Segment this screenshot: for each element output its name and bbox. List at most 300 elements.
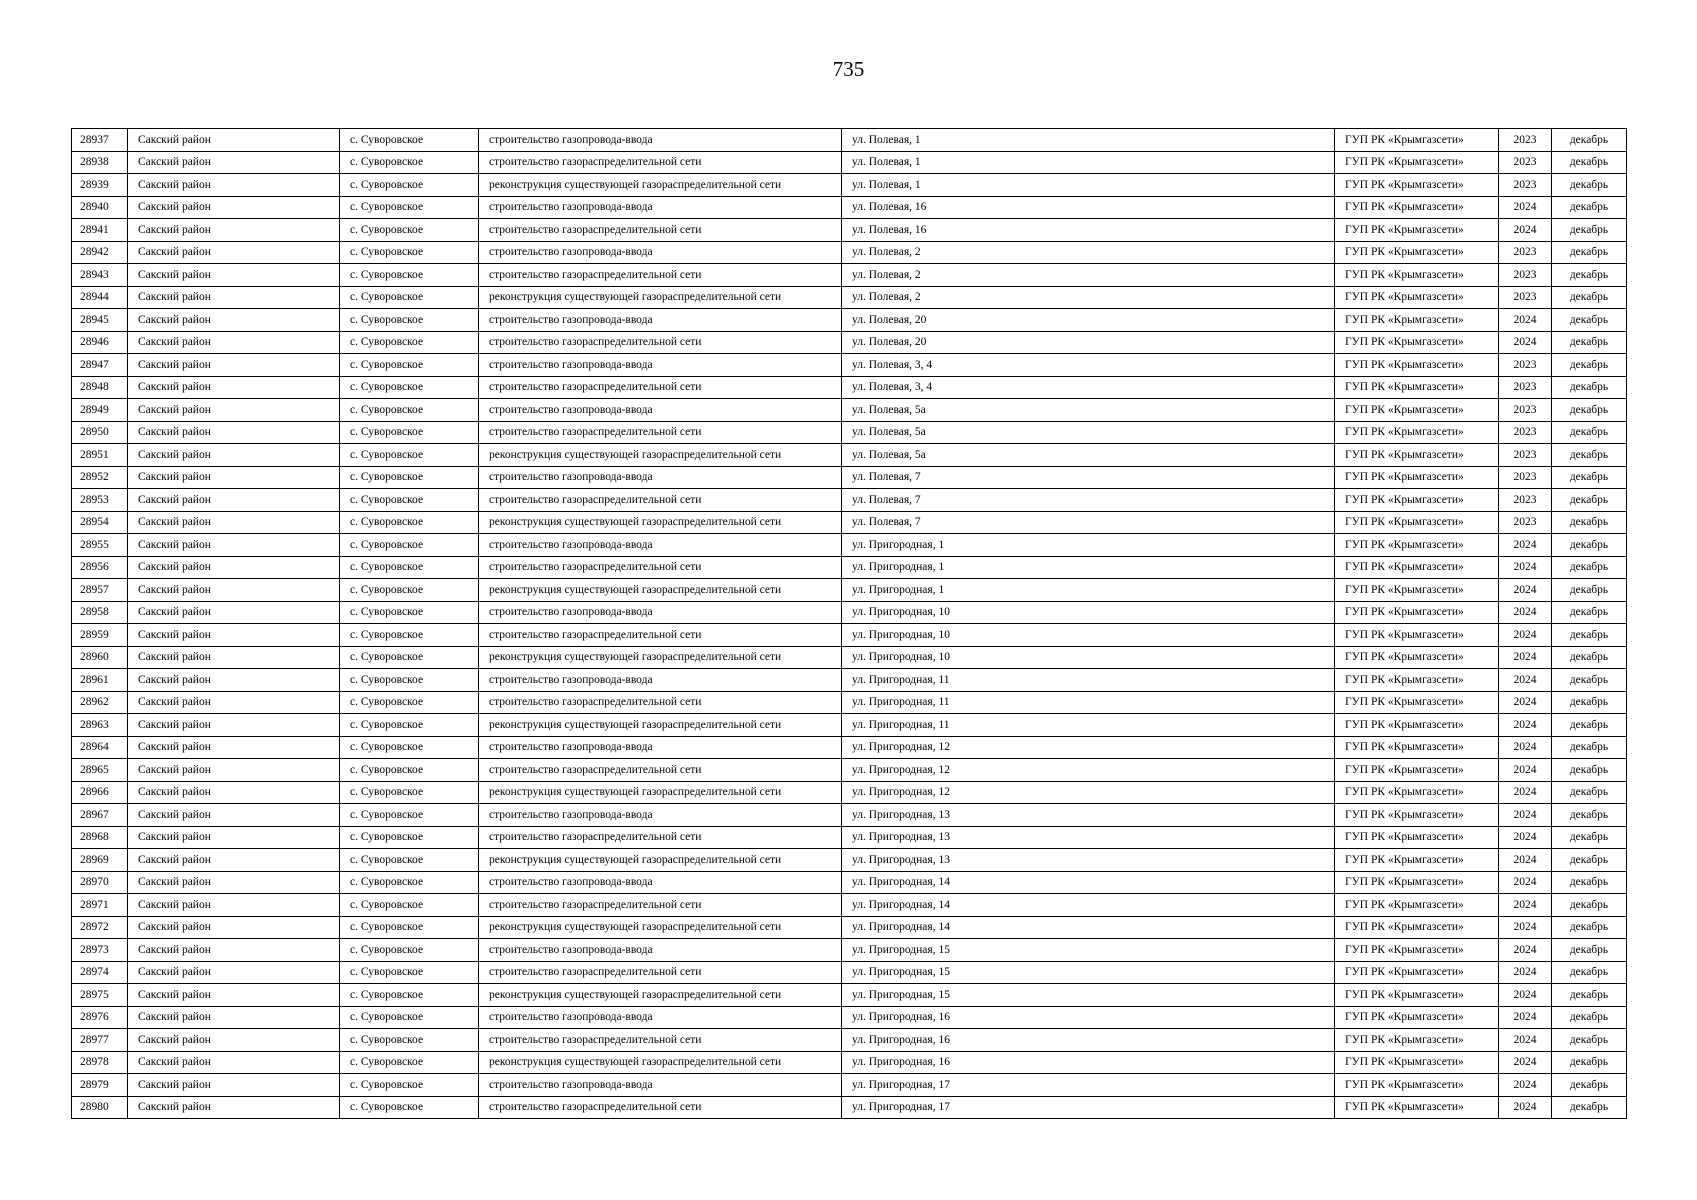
work-type-cell: строительство газопровода-ввода bbox=[479, 939, 842, 962]
settlement-cell: с. Суворовское bbox=[340, 421, 479, 444]
address-cell: ул. Пригородная, 11 bbox=[842, 669, 1335, 692]
table-row bbox=[72, 894, 1627, 917]
month-cell: декабрь bbox=[1552, 1006, 1627, 1029]
month-cell: декабрь bbox=[1552, 826, 1627, 849]
work-type-cell: реконструкция существующей газораспределительной сети bbox=[479, 174, 842, 197]
work-type-cell: строительство газораспределительной сети bbox=[479, 376, 842, 399]
district-cell: Сакский район bbox=[128, 556, 340, 579]
settlement-cell: с. Суворовское bbox=[340, 444, 479, 467]
organization-cell: ГУП РК «Крымгазсети» bbox=[1335, 1029, 1499, 1052]
organization-cell: ГУП РК «Крымгазсети» bbox=[1335, 309, 1499, 332]
row-number-cell: 28942 bbox=[72, 241, 128, 264]
table-row bbox=[72, 916, 1627, 939]
year-cell: 2023 bbox=[1499, 489, 1552, 512]
year-cell: 2024 bbox=[1499, 601, 1552, 624]
row-number-cell: 28940 bbox=[72, 196, 128, 219]
address-cell: ул. Полевая, 1 bbox=[842, 129, 1335, 152]
row-number-cell: 28947 bbox=[72, 354, 128, 377]
district-cell: Сакский район bbox=[128, 646, 340, 669]
work-type-cell: строительство газопровода-ввода bbox=[479, 399, 842, 422]
month-cell: декабрь bbox=[1552, 984, 1627, 1007]
table-row bbox=[72, 489, 1627, 512]
table-row bbox=[72, 129, 1627, 152]
district-cell: Сакский район bbox=[128, 421, 340, 444]
year-cell: 2024 bbox=[1499, 894, 1552, 917]
organization-cell: ГУП РК «Крымгазсети» bbox=[1335, 939, 1499, 962]
work-type-cell: реконструкция существующей газораспределительной сети bbox=[479, 444, 842, 467]
district-cell: Сакский район bbox=[128, 376, 340, 399]
year-cell: 2023 bbox=[1499, 354, 1552, 377]
organization-cell: ГУП РК «Крымгазсети» bbox=[1335, 804, 1499, 827]
table-row bbox=[72, 1096, 1627, 1119]
row-number-cell: 28954 bbox=[72, 511, 128, 534]
district-cell: Сакский район bbox=[128, 624, 340, 647]
address-cell: ул. Полевая, 2 bbox=[842, 241, 1335, 264]
district-cell: Сакский район bbox=[128, 579, 340, 602]
year-cell: 2023 bbox=[1499, 511, 1552, 534]
year-cell: 2023 bbox=[1499, 421, 1552, 444]
row-number-cell: 28971 bbox=[72, 894, 128, 917]
month-cell: декабрь bbox=[1552, 399, 1627, 422]
work-type-cell: строительство газопровода-ввода bbox=[479, 534, 842, 557]
organization-cell: ГУП РК «Крымгазсети» bbox=[1335, 421, 1499, 444]
row-number-cell: 28966 bbox=[72, 781, 128, 804]
organization-cell: ГУП РК «Крымгазсети» bbox=[1335, 624, 1499, 647]
address-cell: ул. Пригородная, 16 bbox=[842, 1051, 1335, 1074]
address-cell: ул. Пригородная, 11 bbox=[842, 714, 1335, 737]
organization-cell: ГУП РК «Крымгазсети» bbox=[1335, 196, 1499, 219]
month-cell: декабрь bbox=[1552, 534, 1627, 557]
row-number-cell: 28937 bbox=[72, 129, 128, 152]
year-cell: 2023 bbox=[1499, 129, 1552, 152]
row-number-cell: 28943 bbox=[72, 264, 128, 287]
month-cell: декабрь bbox=[1552, 871, 1627, 894]
settlement-cell: с. Суворовское bbox=[340, 669, 479, 692]
settlement-cell: с. Суворовское bbox=[340, 309, 479, 332]
year-cell: 2024 bbox=[1499, 826, 1552, 849]
table-row bbox=[72, 1006, 1627, 1029]
table-row bbox=[72, 264, 1627, 287]
work-type-cell: реконструкция существующей газораспределительной сети bbox=[479, 1051, 842, 1074]
registry-table-body bbox=[72, 129, 1627, 1119]
work-type-cell: строительство газораспределительной сети bbox=[479, 1096, 842, 1119]
year-cell: 2024 bbox=[1499, 534, 1552, 557]
settlement-cell: с. Суворовское bbox=[340, 151, 479, 174]
district-cell: Сакский район bbox=[128, 759, 340, 782]
work-type-cell: реконструкция существующей газораспределительной сети bbox=[479, 646, 842, 669]
district-cell: Сакский район bbox=[128, 939, 340, 962]
row-number-cell: 28975 bbox=[72, 984, 128, 1007]
settlement-cell: с. Суворовское bbox=[340, 331, 479, 354]
district-cell: Сакский район bbox=[128, 714, 340, 737]
year-cell: 2024 bbox=[1499, 781, 1552, 804]
organization-cell: ГУП РК «Крымгазсети» bbox=[1335, 579, 1499, 602]
address-cell: ул. Пригородная, 17 bbox=[842, 1096, 1335, 1119]
settlement-cell: с. Суворовское bbox=[340, 219, 479, 242]
address-cell: ул. Пригородная, 13 bbox=[842, 804, 1335, 827]
row-number-cell: 28960 bbox=[72, 646, 128, 669]
district-cell: Сакский район bbox=[128, 399, 340, 422]
work-type-cell: строительство газопровода-ввода bbox=[479, 196, 842, 219]
year-cell: 2024 bbox=[1499, 984, 1552, 1007]
address-cell: ул. Пригородная, 10 bbox=[842, 601, 1335, 624]
table-row bbox=[72, 534, 1627, 557]
row-number-cell: 28949 bbox=[72, 399, 128, 422]
settlement-cell: с. Суворовское bbox=[340, 894, 479, 917]
year-cell: 2024 bbox=[1499, 691, 1552, 714]
row-number-cell: 28957 bbox=[72, 579, 128, 602]
settlement-cell: с. Суворовское bbox=[340, 826, 479, 849]
settlement-cell: с. Суворовское bbox=[340, 556, 479, 579]
work-type-cell: строительство газопровода-ввода bbox=[479, 871, 842, 894]
year-cell: 2023 bbox=[1499, 174, 1552, 197]
work-type-cell: строительство газопровода-ввода bbox=[479, 241, 842, 264]
address-cell: ул. Полевая, 5а bbox=[842, 399, 1335, 422]
address-cell: ул. Полевая, 7 bbox=[842, 489, 1335, 512]
district-cell: Сакский район bbox=[128, 354, 340, 377]
month-cell: декабрь bbox=[1552, 1074, 1627, 1097]
month-cell: декабрь bbox=[1552, 714, 1627, 737]
table-row bbox=[72, 421, 1627, 444]
organization-cell: ГУП РК «Крымгазсети» bbox=[1335, 601, 1499, 624]
organization-cell: ГУП РК «Крымгазсети» bbox=[1335, 556, 1499, 579]
work-type-cell: строительство газопровода-ввода bbox=[479, 129, 842, 152]
row-number-cell: 28974 bbox=[72, 961, 128, 984]
year-cell: 2024 bbox=[1499, 1029, 1552, 1052]
address-cell: ул. Полевая, 1 bbox=[842, 174, 1335, 197]
year-cell: 2023 bbox=[1499, 466, 1552, 489]
page-number: 735 bbox=[832, 57, 865, 81]
settlement-cell: с. Суворовское bbox=[340, 916, 479, 939]
district-cell: Сакский район bbox=[128, 129, 340, 152]
district-cell: Сакский район bbox=[128, 466, 340, 489]
row-number-cell: 28969 bbox=[72, 849, 128, 872]
address-cell: ул. Пригородная, 14 bbox=[842, 894, 1335, 917]
work-type-cell: строительство газопровода-ввода bbox=[479, 804, 842, 827]
row-number-cell: 28980 bbox=[72, 1096, 128, 1119]
organization-cell: ГУП РК «Крымгазсети» bbox=[1335, 691, 1499, 714]
table-row bbox=[72, 826, 1627, 849]
organization-cell: ГУП РК «Крымгазсети» bbox=[1335, 331, 1499, 354]
district-cell: Сакский район bbox=[128, 984, 340, 1007]
organization-cell: ГУП РК «Крымгазсети» bbox=[1335, 264, 1499, 287]
work-type-cell: реконструкция существующей газораспределительной сети bbox=[479, 849, 842, 872]
table-row bbox=[72, 376, 1627, 399]
district-cell: Сакский район bbox=[128, 444, 340, 467]
row-number-cell: 28958 bbox=[72, 601, 128, 624]
table-row bbox=[72, 871, 1627, 894]
settlement-cell: с. Суворовское bbox=[340, 241, 479, 264]
address-cell: ул. Полевая, 1 bbox=[842, 151, 1335, 174]
settlement-cell: с. Суворовское bbox=[340, 736, 479, 759]
settlement-cell: с. Суворовское bbox=[340, 376, 479, 399]
month-cell: декабрь bbox=[1552, 331, 1627, 354]
row-number-cell: 28973 bbox=[72, 939, 128, 962]
row-number-cell: 28953 bbox=[72, 489, 128, 512]
month-cell: декабрь bbox=[1552, 646, 1627, 669]
district-cell: Сакский район bbox=[128, 1006, 340, 1029]
table-row bbox=[72, 466, 1627, 489]
month-cell: декабрь bbox=[1552, 556, 1627, 579]
table-row bbox=[72, 849, 1627, 872]
district-cell: Сакский район bbox=[128, 894, 340, 917]
row-number-cell: 28963 bbox=[72, 714, 128, 737]
work-type-cell: строительство газораспределительной сети bbox=[479, 151, 842, 174]
year-cell: 2023 bbox=[1499, 399, 1552, 422]
table-row bbox=[72, 196, 1627, 219]
row-number-cell: 28941 bbox=[72, 219, 128, 242]
month-cell: декабрь bbox=[1552, 1096, 1627, 1119]
district-cell: Сакский район bbox=[128, 669, 340, 692]
work-type-cell: реконструкция существующей газораспределительной сети bbox=[479, 916, 842, 939]
organization-cell: ГУП РК «Крымгазсети» bbox=[1335, 174, 1499, 197]
year-cell: 2024 bbox=[1499, 1051, 1552, 1074]
work-type-cell: строительство газораспределительной сети bbox=[479, 961, 842, 984]
year-cell: 2024 bbox=[1499, 331, 1552, 354]
organization-cell: ГУП РК «Крымгазсети» bbox=[1335, 669, 1499, 692]
table-row bbox=[72, 939, 1627, 962]
work-type-cell: строительство газопровода-ввода bbox=[479, 309, 842, 332]
organization-cell: ГУП РК «Крымгазсети» bbox=[1335, 129, 1499, 152]
organization-cell: ГУП РК «Крымгазсети» bbox=[1335, 646, 1499, 669]
work-type-cell: строительство газопровода-ввода bbox=[479, 466, 842, 489]
district-cell: Сакский район bbox=[128, 691, 340, 714]
settlement-cell: с. Суворовское bbox=[340, 354, 479, 377]
address-cell: ул. Пригородная, 12 bbox=[842, 781, 1335, 804]
address-cell: ул. Пригородная, 10 bbox=[842, 624, 1335, 647]
district-cell: Сакский район bbox=[128, 916, 340, 939]
address-cell: ул. Полевая, 3, 4 bbox=[842, 354, 1335, 377]
table-row bbox=[72, 1029, 1627, 1052]
organization-cell: ГУП РК «Крымгазсети» bbox=[1335, 894, 1499, 917]
address-cell: ул. Пригородная, 14 bbox=[842, 871, 1335, 894]
year-cell: 2024 bbox=[1499, 961, 1552, 984]
row-number-cell: 28952 bbox=[72, 466, 128, 489]
address-cell: ул. Пригородная, 17 bbox=[842, 1074, 1335, 1097]
month-cell: декабрь bbox=[1552, 196, 1627, 219]
table-row bbox=[72, 511, 1627, 534]
month-cell: декабрь bbox=[1552, 1051, 1627, 1074]
table-row bbox=[72, 736, 1627, 759]
address-cell: ул. Пригородная, 12 bbox=[842, 759, 1335, 782]
year-cell: 2024 bbox=[1499, 556, 1552, 579]
address-cell: ул. Полевая, 20 bbox=[842, 331, 1335, 354]
month-cell: декабрь bbox=[1552, 151, 1627, 174]
month-cell: декабрь bbox=[1552, 781, 1627, 804]
settlement-cell: с. Суворовское bbox=[340, 1006, 479, 1029]
address-cell: ул. Пригородная, 16 bbox=[842, 1006, 1335, 1029]
row-number-cell: 28967 bbox=[72, 804, 128, 827]
organization-cell: ГУП РК «Крымгазсети» bbox=[1335, 849, 1499, 872]
work-type-cell: реконструкция существующей газораспределительной сети bbox=[479, 286, 842, 309]
table-row bbox=[72, 691, 1627, 714]
settlement-cell: с. Суворовское bbox=[340, 961, 479, 984]
year-cell: 2024 bbox=[1499, 669, 1552, 692]
district-cell: Сакский район bbox=[128, 781, 340, 804]
district-cell: Сакский район bbox=[128, 1096, 340, 1119]
row-number-cell: 28976 bbox=[72, 1006, 128, 1029]
settlement-cell: с. Суворовское bbox=[340, 1074, 479, 1097]
settlement-cell: с. Суворовское bbox=[340, 1029, 479, 1052]
organization-cell: ГУП РК «Крымгазсети» bbox=[1335, 916, 1499, 939]
table-row bbox=[72, 556, 1627, 579]
work-type-cell: строительство газопровода-ввода bbox=[479, 1074, 842, 1097]
district-cell: Сакский район bbox=[128, 826, 340, 849]
district-cell: Сакский район bbox=[128, 489, 340, 512]
table-row bbox=[72, 444, 1627, 467]
row-number-cell: 28948 bbox=[72, 376, 128, 399]
settlement-cell: с. Суворовское bbox=[340, 1096, 479, 1119]
month-cell: декабрь bbox=[1552, 444, 1627, 467]
address-cell: ул. Пригородная, 13 bbox=[842, 849, 1335, 872]
organization-cell: ГУП РК «Крымгазсети» bbox=[1335, 1074, 1499, 1097]
row-number-cell: 28938 bbox=[72, 151, 128, 174]
settlement-cell: с. Суворовское bbox=[340, 624, 479, 647]
row-number-cell: 28959 bbox=[72, 624, 128, 647]
year-cell: 2023 bbox=[1499, 151, 1552, 174]
work-type-cell: реконструкция существующей газораспределительной сети bbox=[479, 579, 842, 602]
settlement-cell: с. Суворовское bbox=[340, 511, 479, 534]
row-number-cell: 28962 bbox=[72, 691, 128, 714]
row-number-cell: 28970 bbox=[72, 871, 128, 894]
year-cell: 2024 bbox=[1499, 804, 1552, 827]
month-cell: декабрь bbox=[1552, 849, 1627, 872]
address-cell: ул. Полевая, 2 bbox=[842, 264, 1335, 287]
table-row bbox=[72, 579, 1627, 602]
organization-cell: ГУП РК «Крымгазсети» bbox=[1335, 826, 1499, 849]
organization-cell: ГУП РК «Крымгазсети» bbox=[1335, 871, 1499, 894]
organization-cell: ГУП РК «Крымгазсети» bbox=[1335, 399, 1499, 422]
work-type-cell: реконструкция существующей газораспределительной сети bbox=[479, 714, 842, 737]
month-cell: декабрь bbox=[1552, 286, 1627, 309]
organization-cell: ГУП РК «Крымгазсети» bbox=[1335, 781, 1499, 804]
settlement-cell: с. Суворовское bbox=[340, 466, 479, 489]
settlement-cell: с. Суворовское bbox=[340, 849, 479, 872]
month-cell: декабрь bbox=[1552, 804, 1627, 827]
district-cell: Сакский район bbox=[128, 804, 340, 827]
district-cell: Сакский район bbox=[128, 241, 340, 264]
row-number-cell: 28979 bbox=[72, 1074, 128, 1097]
row-number-cell: 28946 bbox=[72, 331, 128, 354]
table-row bbox=[72, 624, 1627, 647]
table-row bbox=[72, 354, 1627, 377]
month-cell: декабрь bbox=[1552, 309, 1627, 332]
settlement-cell: с. Суворовское bbox=[340, 399, 479, 422]
address-cell: ул. Полевая, 20 bbox=[842, 309, 1335, 332]
district-cell: Сакский район bbox=[128, 174, 340, 197]
month-cell: декабрь bbox=[1552, 736, 1627, 759]
district-cell: Сакский район bbox=[128, 286, 340, 309]
work-type-cell: строительство газораспределительной сети bbox=[479, 624, 842, 647]
settlement-cell: с. Суворовское bbox=[340, 714, 479, 737]
month-cell: декабрь bbox=[1552, 601, 1627, 624]
work-type-cell: строительство газораспределительной сети bbox=[479, 556, 842, 579]
work-type-cell: строительство газораспределительной сети bbox=[479, 421, 842, 444]
organization-cell: ГУП РК «Крымгазсети» bbox=[1335, 1051, 1499, 1074]
district-cell: Сакский район bbox=[128, 849, 340, 872]
district-cell: Сакский район bbox=[128, 1074, 340, 1097]
address-cell: ул. Пригородная, 13 bbox=[842, 826, 1335, 849]
district-cell: Сакский район bbox=[128, 511, 340, 534]
district-cell: Сакский район bbox=[128, 151, 340, 174]
table-row bbox=[72, 399, 1627, 422]
year-cell: 2024 bbox=[1499, 624, 1552, 647]
year-cell: 2024 bbox=[1499, 714, 1552, 737]
registry-table bbox=[71, 128, 1627, 1119]
year-cell: 2024 bbox=[1499, 849, 1552, 872]
table-row bbox=[72, 646, 1627, 669]
month-cell: декабрь bbox=[1552, 174, 1627, 197]
work-type-cell: строительство газораспределительной сети bbox=[479, 1029, 842, 1052]
district-cell: Сакский район bbox=[128, 219, 340, 242]
district-cell: Сакский район bbox=[128, 196, 340, 219]
district-cell: Сакский район bbox=[128, 309, 340, 332]
row-number-cell: 28978 bbox=[72, 1051, 128, 1074]
address-cell: ул. Пригородная, 12 bbox=[842, 736, 1335, 759]
settlement-cell: с. Суворовское bbox=[340, 691, 479, 714]
address-cell: ул. Полевая, 5а bbox=[842, 444, 1335, 467]
month-cell: декабрь bbox=[1552, 241, 1627, 264]
row-number-cell: 28977 bbox=[72, 1029, 128, 1052]
organization-cell: ГУП РК «Крымгазсети» bbox=[1335, 286, 1499, 309]
year-cell: 2023 bbox=[1499, 376, 1552, 399]
year-cell: 2024 bbox=[1499, 939, 1552, 962]
month-cell: декабрь bbox=[1552, 1029, 1627, 1052]
address-cell: ул. Полевая, 16 bbox=[842, 219, 1335, 242]
address-cell: ул. Пригородная, 1 bbox=[842, 534, 1335, 557]
address-cell: ул. Пригородная, 10 bbox=[842, 646, 1335, 669]
organization-cell: ГУП РК «Крымгазсети» bbox=[1335, 466, 1499, 489]
row-number-cell: 28945 bbox=[72, 309, 128, 332]
settlement-cell: с. Суворовское bbox=[340, 781, 479, 804]
work-type-cell: строительство газораспределительной сети bbox=[479, 331, 842, 354]
organization-cell: ГУП РК «Крымгазсети» bbox=[1335, 714, 1499, 737]
month-cell: декабрь bbox=[1552, 759, 1627, 782]
table-row bbox=[72, 669, 1627, 692]
work-type-cell: строительство газопровода-ввода bbox=[479, 669, 842, 692]
settlement-cell: с. Суворовское bbox=[340, 174, 479, 197]
district-cell: Сакский район bbox=[128, 264, 340, 287]
year-cell: 2023 bbox=[1499, 444, 1552, 467]
settlement-cell: с. Суворовское bbox=[340, 264, 479, 287]
address-cell: ул. Полевая, 2 bbox=[842, 286, 1335, 309]
table-row bbox=[72, 174, 1627, 197]
table-row bbox=[72, 1051, 1627, 1074]
year-cell: 2023 bbox=[1499, 264, 1552, 287]
month-cell: декабрь bbox=[1552, 466, 1627, 489]
district-cell: Сакский район bbox=[128, 331, 340, 354]
settlement-cell: с. Суворовское bbox=[340, 196, 479, 219]
address-cell: ул. Полевая, 5а bbox=[842, 421, 1335, 444]
month-cell: декабрь bbox=[1552, 624, 1627, 647]
work-type-cell: строительство газопровода-ввода bbox=[479, 354, 842, 377]
organization-cell: ГУП РК «Крымгазсети» bbox=[1335, 511, 1499, 534]
settlement-cell: с. Суворовское bbox=[340, 601, 479, 624]
table-row bbox=[72, 781, 1627, 804]
district-cell: Сакский район bbox=[128, 736, 340, 759]
row-number-cell: 28951 bbox=[72, 444, 128, 467]
address-cell: ул. Полевая, 3, 4 bbox=[842, 376, 1335, 399]
address-cell: ул. Пригородная, 15 bbox=[842, 939, 1335, 962]
row-number-cell: 28961 bbox=[72, 669, 128, 692]
work-type-cell: строительство газораспределительной сети bbox=[479, 691, 842, 714]
month-cell: декабрь bbox=[1552, 691, 1627, 714]
district-cell: Сакский район bbox=[128, 1051, 340, 1074]
year-cell: 2024 bbox=[1499, 736, 1552, 759]
organization-cell: ГУП РК «Крымгазсети» bbox=[1335, 376, 1499, 399]
table-row bbox=[72, 984, 1627, 1007]
table-row bbox=[72, 961, 1627, 984]
